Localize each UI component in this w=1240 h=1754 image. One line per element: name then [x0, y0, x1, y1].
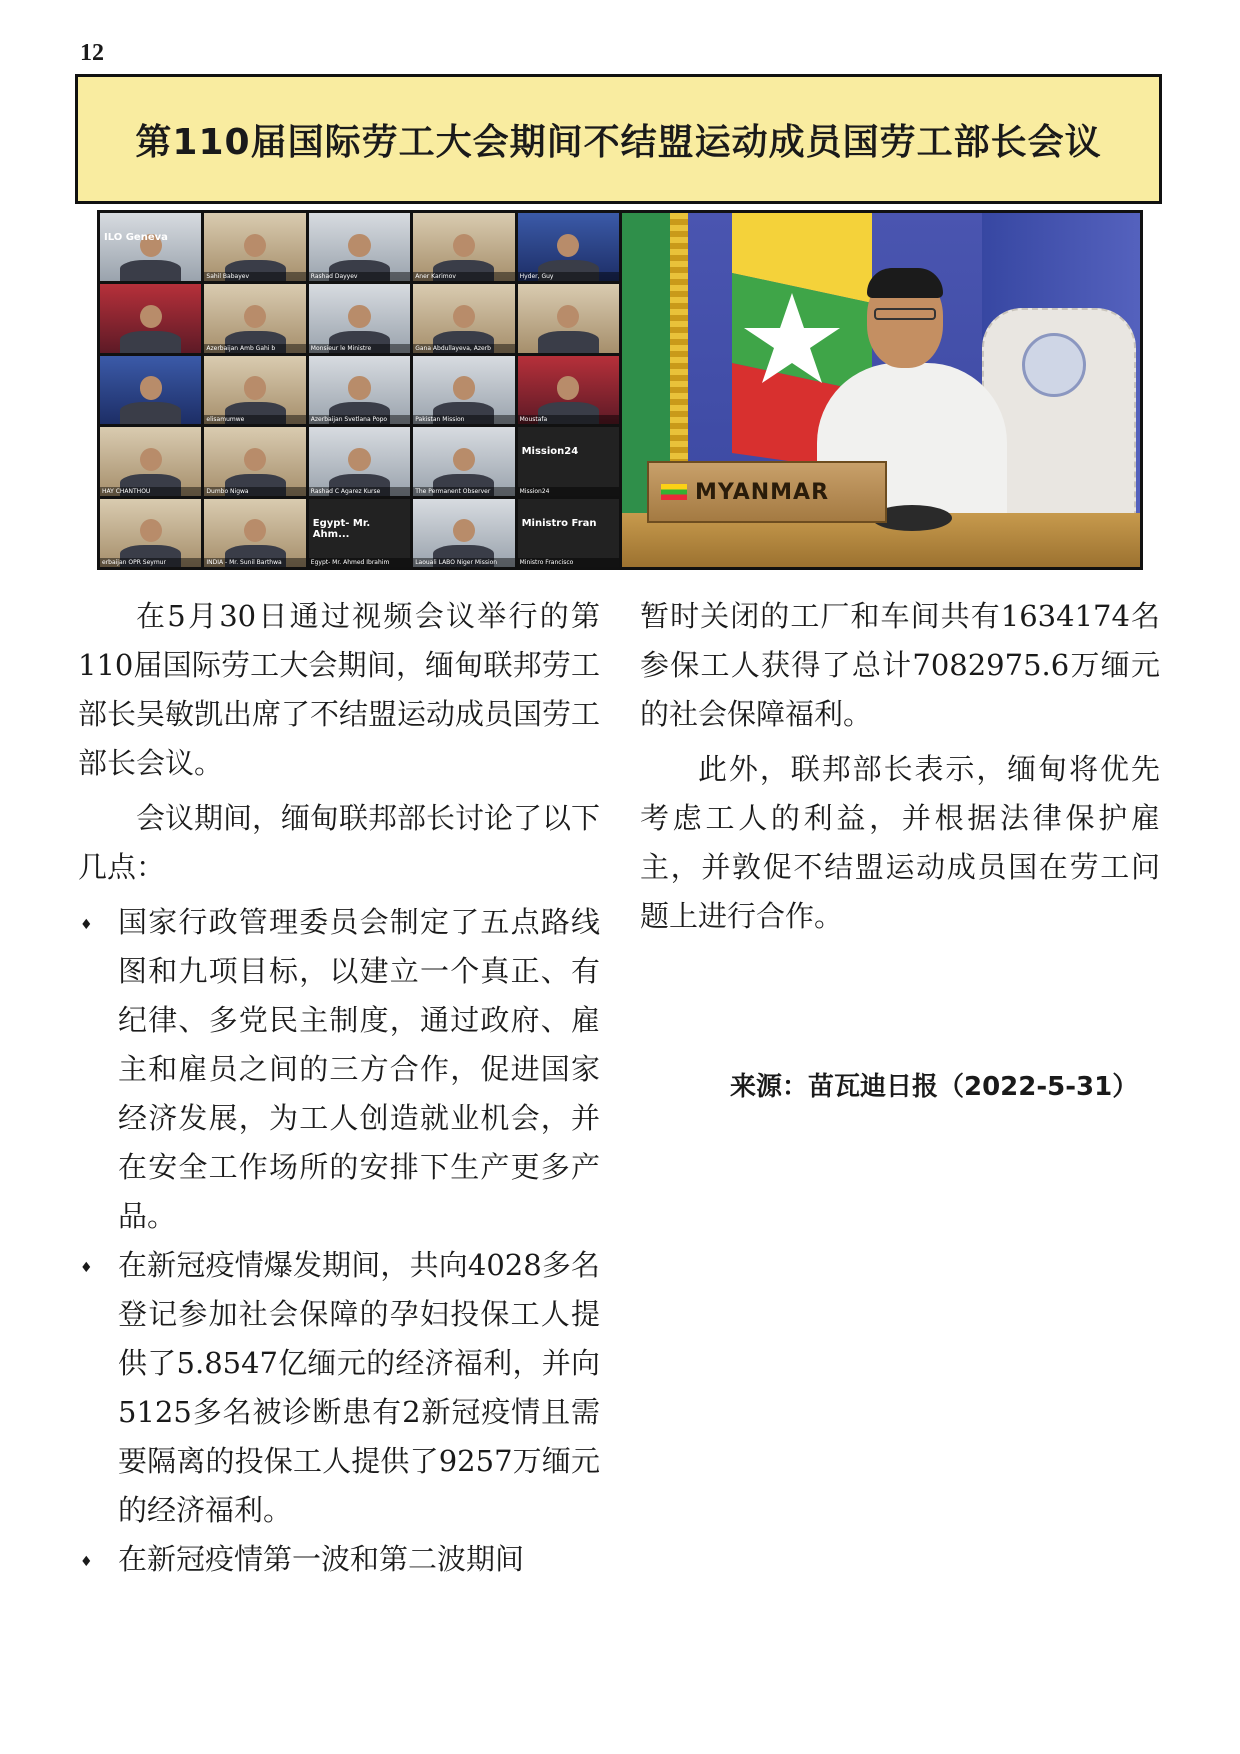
participant-name: Aner Karimov — [413, 272, 514, 281]
news-photo — [97, 210, 1143, 570]
source-credit: 来源：苗瓦迪日报（2022-5-31） — [730, 1072, 1139, 1102]
left-column — [78, 592, 600, 1584]
title-banner — [75, 74, 1162, 204]
participant-name: elisamumwe — [204, 415, 305, 424]
participant-name: Egypt- Mr. Ahmed Ibrahim — [309, 558, 410, 567]
nameplate-flag-icon — [661, 484, 687, 500]
video-tile — [413, 284, 514, 352]
participant-head — [453, 376, 475, 399]
participant-name: Laouali LABO Niger Mission — [413, 558, 514, 567]
bullet-item — [78, 1535, 600, 1584]
bullet-text: 在新冠疫情爆发期间，共向4028多名登记参加社会保障的孕妇投保工人提供了5.8547亿缅元的经济福利，并向5125多名被诊断患有2新冠疫情且需要隔离的投保工人提供了9257万缅元的经济福利。 — [118, 1248, 600, 1527]
video-tile — [309, 213, 410, 281]
video-tile — [413, 356, 514, 424]
participant-name: Monsieur le Ministre — [309, 344, 410, 353]
participant-head — [348, 376, 370, 399]
participant-head — [453, 234, 475, 257]
participant-head — [557, 234, 579, 257]
paragraph-4: 此外，联邦部长表示，缅甸将优先考虑工人的利益，并根据法律保护雇主，并敦促不结盟运动成员国在劳工问题上进行合作。 — [640, 752, 1160, 933]
participant-head — [453, 448, 475, 471]
video-tile — [100, 427, 201, 495]
participant-head — [348, 448, 370, 471]
participant-head — [348, 305, 370, 328]
nameplate — [647, 461, 887, 523]
participant-name: INDIA - Mr. Sunil Barthwa — [204, 558, 305, 567]
video-tile — [518, 356, 619, 424]
participant-head — [348, 234, 370, 257]
tile-label: Egypt- Mr. Ahm... — [312, 517, 371, 540]
tile-label: Mission24 — [521, 446, 579, 458]
bullet-item — [78, 898, 600, 1241]
nameplate-text: MYANMAR — [695, 479, 830, 505]
video-tile — [518, 427, 619, 495]
participant-name: Rashad Dayyev — [309, 272, 410, 281]
tile-label: Ministro Fran — [521, 517, 597, 529]
participant-body — [120, 331, 181, 353]
minister-photo — [622, 213, 1140, 567]
participant-name: Gana Abdullayeva, Azerb — [413, 344, 514, 353]
video-tile — [204, 427, 305, 495]
paragraph-2: 会议期间，缅甸联邦部长讨论了以下几点： — [78, 801, 601, 884]
diamond-bullet-icon: ♦ — [80, 1554, 93, 1570]
participant-name: Pakistan Mission — [413, 415, 514, 424]
bullet-text: 在新冠疫情第一波和第二波期间 — [118, 1542, 525, 1576]
bullet-item — [78, 1241, 600, 1535]
video-tile — [100, 356, 201, 424]
video-tile — [518, 284, 619, 352]
participant-name: Rashad C Agarez Kurse — [309, 487, 410, 496]
participant-head — [453, 519, 475, 542]
glasses-icon — [874, 308, 936, 320]
participant-head — [244, 376, 266, 399]
participant-name: Ministro Francisco — [518, 558, 619, 567]
participant-head — [244, 519, 266, 542]
video-tile — [518, 213, 619, 281]
video-conference-grid — [100, 213, 619, 567]
paragraph-3: 暂时关闭的工厂和车间共有1634174名参保工人获得了总计7082975.6万缅元的社会保障福利。 — [640, 599, 1160, 731]
participant-head — [244, 305, 266, 328]
page-title: 第110届国际劳工大会期间不结盟运动成员国劳工部长会议 — [135, 121, 1102, 163]
participant-name: Sahil Babayev — [204, 272, 305, 281]
participant-head — [140, 519, 162, 542]
participant-name: Azerbaijan Svetlana Popo — [309, 415, 410, 424]
participant-head — [453, 305, 475, 328]
participant-name: Azerbaijan Amb Gahi b — [204, 344, 305, 353]
emblem-icon — [1022, 333, 1086, 397]
video-tile — [204, 356, 305, 424]
participant-head — [557, 376, 579, 399]
video-tile — [518, 499, 619, 567]
video-tile — [309, 427, 410, 495]
participant-name: Moustafa — [518, 415, 619, 424]
bullet-list — [78, 898, 600, 1584]
video-tile — [204, 284, 305, 352]
minister-hair — [867, 268, 943, 298]
video-tile — [204, 213, 305, 281]
participant-name: erbaijan OPR Seymur — [100, 558, 201, 567]
right-column — [640, 592, 1160, 947]
video-tile — [309, 356, 410, 424]
video-tile — [309, 499, 410, 567]
paragraph-1: 在5月30日通过视频会议举行的第110届国际劳工大会期间，缅甸联邦劳工部长吴敏凯出席了不结盟运动成员国劳工部长会议。 — [78, 599, 601, 780]
video-tile — [413, 499, 514, 567]
participant-head — [140, 305, 162, 328]
video-tile — [204, 499, 305, 567]
participant-name: The Permanent Observer — [413, 487, 514, 496]
participant-body — [538, 331, 599, 353]
video-tile — [100, 213, 201, 281]
bullet-text: 国家行政管理委员会制定了五点路线图和九项目标，以建立一个真正、有纪律、多党民主制度，通过政府、雇主和雇员之间的三方合作，促进国家经济发展，为工人创造就业机会，并在安全工作场所的安排下生产更多产品。 — [118, 905, 600, 1233]
participant-head — [140, 448, 162, 471]
page-number: 12 — [80, 40, 104, 66]
participant-name: Hyder, Guy — [518, 272, 619, 281]
video-tile — [100, 499, 201, 567]
participant-name: Mission24 — [518, 487, 619, 496]
video-tile — [413, 427, 514, 495]
diamond-bullet-icon: ♦ — [80, 1260, 93, 1276]
participant-head — [557, 305, 579, 328]
participant-body — [120, 260, 181, 282]
participant-head — [244, 234, 266, 257]
video-tile — [413, 213, 514, 281]
video-tile — [309, 284, 410, 352]
diamond-bullet-icon: ♦ — [80, 917, 93, 933]
participant-name: Dumbo Nigwa — [204, 487, 305, 496]
participant-body — [120, 402, 181, 424]
participant-head — [140, 376, 162, 399]
participant-name: HAY CHANTHOU — [100, 487, 201, 496]
tile-label: ILO Geneva — [104, 232, 168, 244]
participant-head — [244, 448, 266, 471]
video-tile — [100, 284, 201, 352]
